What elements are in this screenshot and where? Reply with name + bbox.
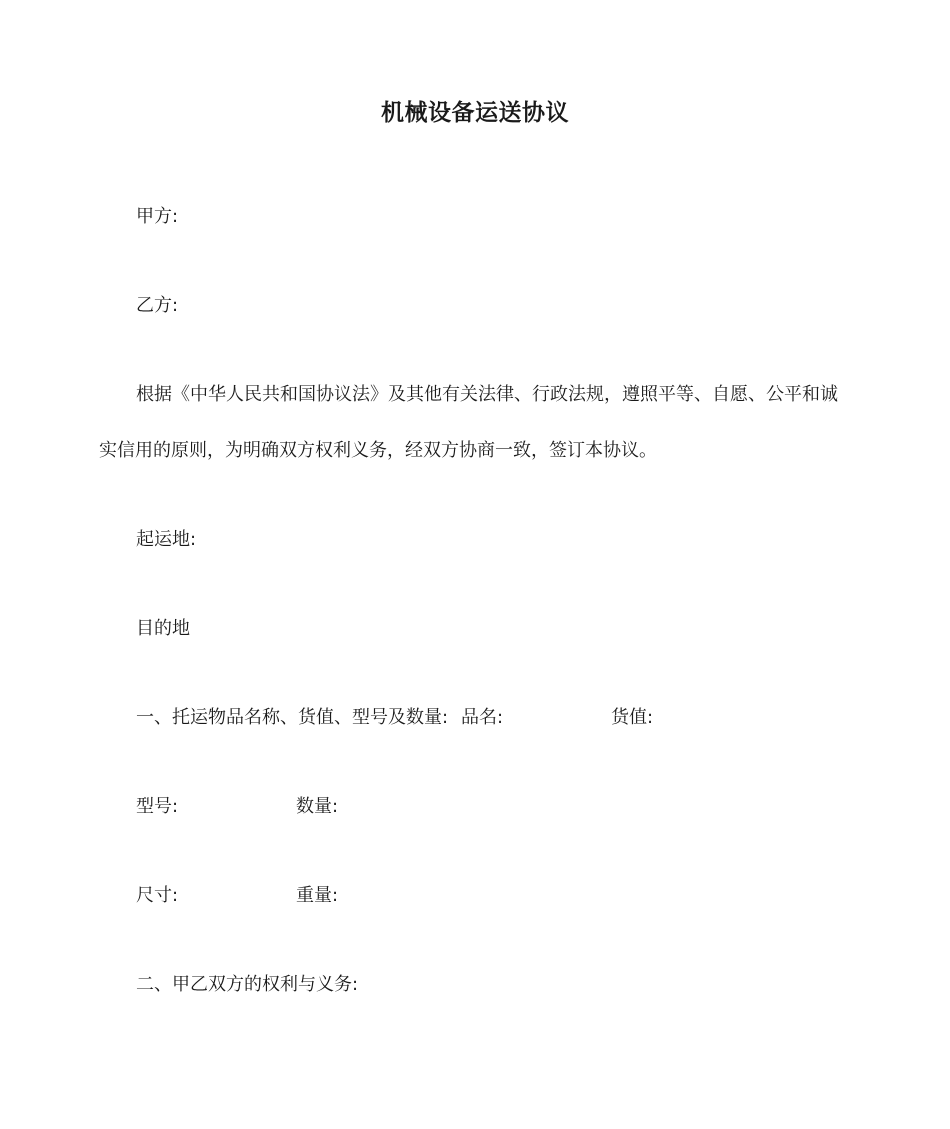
quantity-label: 数量:	[296, 796, 339, 817]
item-value-label: 货值:	[611, 707, 654, 728]
size-label: 尺寸:	[136, 885, 179, 906]
intro-paragraph-line-2: 实信用的原则，为明确双方权利义务，经双方协商一致，签订本协议。	[99, 440, 657, 461]
weight-label: 重量:	[296, 885, 339, 906]
intro-paragraph-line-1: 根据《中华人民共和国协议法》及其他有关法律、行政法规，遵照平等、自愿、公平和诚	[136, 384, 838, 405]
section-2-heading: 二、甲乙双方的权利与义务:	[136, 974, 359, 995]
destination-label: 目的地	[136, 618, 190, 639]
model-label: 型号:	[136, 796, 179, 817]
party-b-label: 乙方:	[136, 295, 179, 316]
origin-label: 起运地:	[136, 529, 197, 550]
section-1-heading: 一、托运物品名称、货值、型号及数量:	[136, 707, 449, 728]
item-name-label: 品名:	[461, 707, 504, 728]
document-title: 机械设备运送协议	[381, 100, 569, 126]
party-a-label: 甲方:	[136, 206, 179, 227]
